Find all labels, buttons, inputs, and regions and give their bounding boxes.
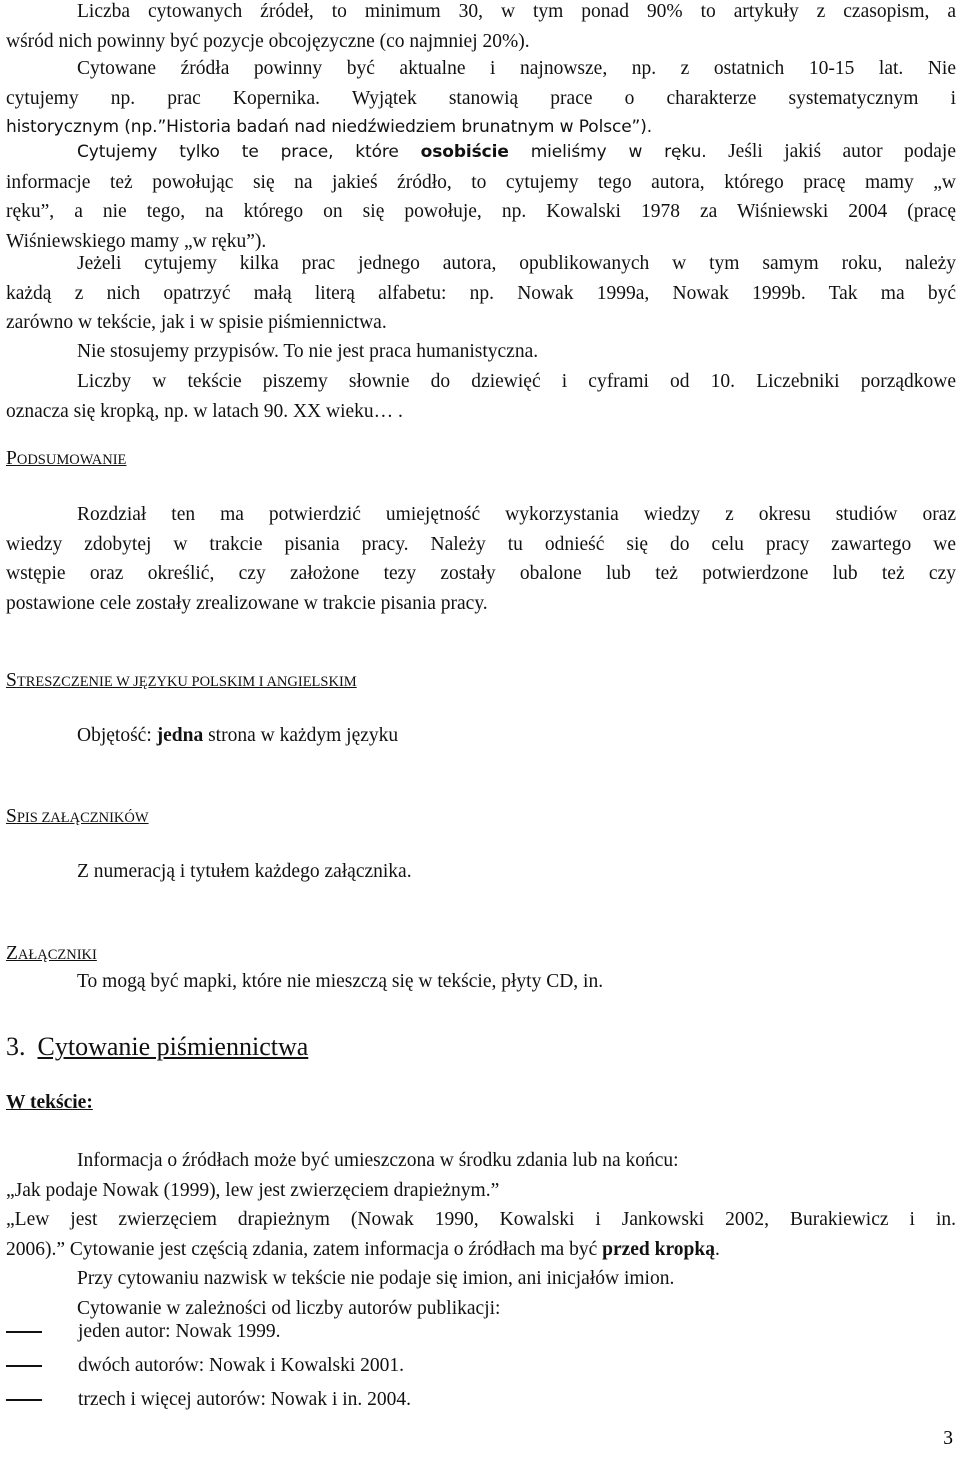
heading-rest: TRESZCZENIE W JĘZYKU POLSKIM I ANGIELSKIM (16, 674, 357, 690)
text-line: cytujemy np. prac Kopernika. Wyjątek stanowią prace o charakterze systematycznym i (6, 87, 956, 109)
list-item-text: trzech i więcej autorów: Nowak i in. 2004. (78, 1389, 412, 1411)
text-line: „Lew jest zwierzęciem drapieżnym (Nowak 1990, Kowalski i Jankowski 2002, Burakiewicz i in. (6, 1209, 956, 1230)
text-run: Kowalski 1978 za Wiśniewski 2004 (pracę (526, 201, 956, 222)
paragraph-sources-count (6, 0, 956, 56)
paragraph-w-tekscie (6, 1146, 956, 1323)
section-heading (6, 444, 956, 476)
section-title (6, 1029, 956, 1065)
text-line: „Jak podaje Nowak (1999), lew jest zwierzęciem drapieżnym.” (6, 1179, 500, 1201)
text-line: Jeżeli cytujemy kilka prac jednego autora, opublikowanych w tym samym roku, należy (77, 253, 956, 274)
page-number: 3 (943, 1428, 953, 1449)
paragraph-no-footnotes (6, 337, 956, 367)
section-title-text: Cytowanie piśmiennictwa (37, 1032, 309, 1061)
text-run: . (715, 1238, 720, 1260)
text-line: informacje też powołując się na jakieś źródło, to cytujemy tego autora, którego pracę mamy „w (6, 171, 956, 193)
dash-bullet-icon (6, 1399, 42, 1401)
heading-rest: AŁĄCZNIKI (17, 947, 97, 963)
text-line (6, 137, 956, 168)
text-run: ręku”, a nie tego, na którego on się powołuje, np. (6, 201, 527, 222)
paragraph-numbers (6, 367, 956, 426)
list-item (6, 1349, 956, 1383)
paragraph-spis (6, 857, 956, 887)
section-heading (6, 939, 956, 971)
section-zalaczniki (6, 939, 956, 971)
text-line: Informacja o źródłach może być umieszczona w środku zdania lub na końcu: (77, 1150, 679, 1171)
text-run: 2006).” Cytowanie jest częścią zdania, zatem informacja o źródłach ma być (6, 1238, 603, 1260)
heading-initial: Z (6, 943, 18, 964)
list-item-text: dwóch autorów: Nowak i Kowalski 2001. (78, 1355, 405, 1377)
heading-rest: ODSUMOWANIE (16, 452, 127, 468)
paragraph-same-year (6, 249, 956, 338)
text-line: wstępie oraz określić, czy założone tezy zostały obalone lub też potwierdzone lub też czy (6, 563, 956, 584)
text-run: Cytujemy tylko te prace, które (77, 142, 421, 162)
text-line (6, 721, 956, 751)
paragraph-cite-own (6, 137, 956, 256)
text-line (6, 1235, 956, 1265)
paragraph-streszczenie (6, 721, 956, 751)
subsection-w-tekscie (6, 1088, 956, 1118)
text-line: wiedzy zdobytej w trakcie pisania pracy. Należy tu odnieść się do celu pracy zawartego we (6, 533, 956, 555)
text-line: Cytowane źródła powinny być aktualne i najnowsze, np. z ostatnich 10-15 lat. Nie (77, 58, 956, 79)
section-heading (6, 802, 956, 834)
section-streszczenie (6, 666, 956, 698)
text-line: Przy cytowaniu nazwisk w tekście nie podaje się imion, ani inicjałów imion. (77, 1268, 675, 1289)
dash-bullet-icon (6, 1365, 42, 1367)
text-line (6, 197, 956, 227)
emphasis-text: przed kropką (602, 1238, 715, 1260)
text-run: mieliśmy w ręku. (508, 142, 707, 162)
text-line: Z numeracją i tytułem każdego załącznika. (77, 861, 412, 882)
paragraph-recent-sources (6, 54, 956, 143)
section-number: 3. (6, 1032, 26, 1061)
section-heading (6, 666, 956, 698)
text-line: Rozdział ten ma potwierdzić umiejętność wykorzystania wiedzy z okresu studiów oraz (77, 504, 956, 525)
emphasis-text: jedna (156, 725, 204, 746)
heading-rest: PIS ZAŁĄCZNIKÓW (16, 810, 149, 826)
paragraph-zalaczniki (6, 967, 956, 997)
paragraph-podsumowanie (6, 500, 956, 618)
text-run: strona w każdym języku (203, 725, 399, 746)
text-line: Wiśniewskiego mamy „w ręku”). (6, 230, 267, 252)
list-item (6, 1383, 956, 1417)
text-line: Cytowanie w zależności od liczby autorów publikacji: (77, 1297, 501, 1319)
emphasis-text: osobiście (420, 142, 509, 162)
text-run: Objętość: (77, 725, 157, 746)
heading-initial: P (6, 448, 17, 469)
section-3-heading (6, 1029, 956, 1065)
section-spis-zalacznikow (6, 802, 956, 834)
heading-initial: S (6, 670, 17, 691)
list-item-text: jeden autor: Nowak 1999. (78, 1321, 281, 1343)
text-line: oznacza się kropką, np. w latach 90. XX wieku… . (6, 400, 403, 422)
text-run: Jeśli jakiś autor podaje (706, 141, 957, 162)
section-podsumowanie (6, 444, 956, 476)
text-line: zarówno w tekście, jak i w spisie piśmiennictwa. (6, 312, 387, 333)
subsection-heading: W tekście: (6, 1092, 93, 1113)
text-line: Nie stosujemy przypisów. To nie jest praca humanistyczna. (77, 341, 539, 362)
list-item (6, 1315, 956, 1349)
text-line: To mogą być mapki, które nie mieszczą się w tekście, płyty CD, in. (77, 971, 604, 992)
dash-bullet-icon (6, 1331, 42, 1333)
text-line: Liczba cytowanych źródeł, to minimum 30, w tym ponad 90% to artykuły z czasopism, a (77, 1, 956, 22)
text-line: historycznym (np.”Historia badań nad niedźwiedziem brunatnym w Polsce”). (6, 117, 653, 137)
text-line: Liczby w tekście piszemy słownie do dziewięć i cyframi od 10. Liczebniki porządkowe (77, 371, 956, 392)
text-line: postawione cele zostały zrealizowane w trakcie pisania pracy. (6, 592, 488, 614)
text-line: wśród nich powinny być pozycje obcojęzyczne (co najmniej 20%). (6, 30, 530, 52)
heading-initial: S (6, 806, 17, 827)
author-count-list (6, 1315, 956, 1417)
text-line: każdą z nich opatrzyć małą literą alfabetu: np. Nowak 1999a, Nowak 1999b. Tak ma być (6, 282, 956, 304)
